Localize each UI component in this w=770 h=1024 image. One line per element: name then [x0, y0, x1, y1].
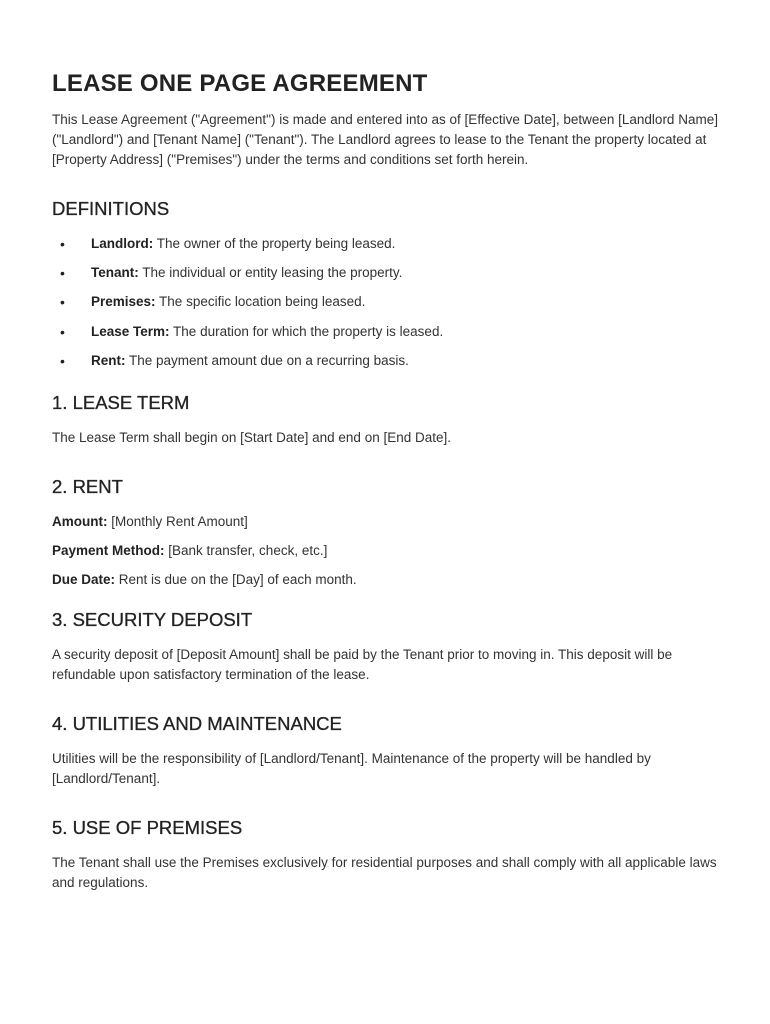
definition-text: The payment amount due on a recurring basis. — [125, 352, 409, 368]
bullet-icon: • — [60, 236, 65, 252]
definition-item — [52, 234, 718, 254]
use-of-premises-heading: 5. USE OF PREMISES — [52, 817, 243, 839]
use-of-premises-section — [52, 817, 718, 893]
rent-due-line — [52, 570, 718, 590]
rent-amount-value: [Monthly Rent Amount] — [107, 513, 248, 529]
rent-method-label: Payment Method: — [52, 542, 165, 558]
definition-term: Lease Term: — [91, 323, 170, 339]
bullet-icon: • — [60, 352, 65, 369]
use-of-premises-text: The Tenant shall use the Premises exclusively for residential purposes and shall comply with all applicable laws and regulations. — [52, 855, 717, 891]
definitions-list — [52, 234, 718, 371]
utilities-heading: 4. UTILITIES AND MAINTENANCE — [52, 713, 342, 735]
rent-due-value: Rent is due on the [Day] of each month. — [115, 572, 357, 588]
rent-heading: 2. RENT — [52, 475, 123, 497]
definition-item — [52, 351, 718, 371]
definition-text: The duration for which the property is leased. — [169, 323, 444, 339]
definition-term: Landlord: — [91, 236, 154, 251]
definition-text: The specific location being leased. — [155, 294, 366, 310]
definition-term: Premises: — [91, 294, 156, 310]
lease-term-heading: 1. LEASE TERM — [52, 391, 190, 413]
utilities-section — [52, 713, 718, 789]
security-deposit-section — [52, 609, 718, 685]
definition-text: The owner of the property being leased. — [153, 236, 396, 251]
bullet-icon: • — [60, 323, 65, 340]
bullet-icon: • — [60, 294, 65, 311]
intro-paragraph: This Lease Agreement ("Agreement") is made and entered into as of [Effective Date], between [Landlord Name] ("Landlord") and [Tenant Name] ("Tenant"). The Landlord agrees to lease to the Tenant the property located at [Property Address] ("Premises") under the terms and conditions set forth herein. — [52, 112, 718, 167]
rent-section — [52, 476, 718, 590]
definitions-section — [52, 198, 718, 371]
definition-term: Tenant: — [91, 265, 139, 281]
security-deposit-heading: 3. SECURITY DEPOSIT — [52, 609, 253, 631]
definitions-heading: DEFINITIONS — [52, 198, 170, 219]
definition-item — [52, 292, 718, 312]
rent-due-label: Due Date: — [52, 572, 116, 588]
rent-method-value: [Bank transfer, check, etc.] — [164, 542, 328, 558]
definition-item — [52, 322, 718, 342]
document-title: LEASE ONE PAGE AGREEMENT — [52, 70, 428, 97]
definition-item — [52, 263, 718, 283]
rent-method-line — [52, 541, 718, 561]
rent-amount-label: Amount: — [52, 513, 108, 529]
lease-term-section — [52, 392, 718, 448]
lease-term-text: The Lease Term shall begin on [Start Date] and end on [End Date]. — [52, 429, 452, 445]
definition-text: The individual or entity leasing the property. — [138, 265, 403, 281]
security-deposit-text: A security deposit of [Deposit Amount] shall be paid by the Tenant prior to moving in. This deposit will be refundable upon satisfactory termination of the lease. — [52, 647, 673, 683]
rent-amount-line — [52, 512, 718, 532]
definition-term: Rent: — [91, 352, 126, 368]
bullet-icon: • — [60, 265, 65, 282]
utilities-text: Utilities will be the responsibility of [Landlord/Tenant]. Maintenance of the property will be handled by [Landlord/Tenant]. — [52, 751, 651, 787]
